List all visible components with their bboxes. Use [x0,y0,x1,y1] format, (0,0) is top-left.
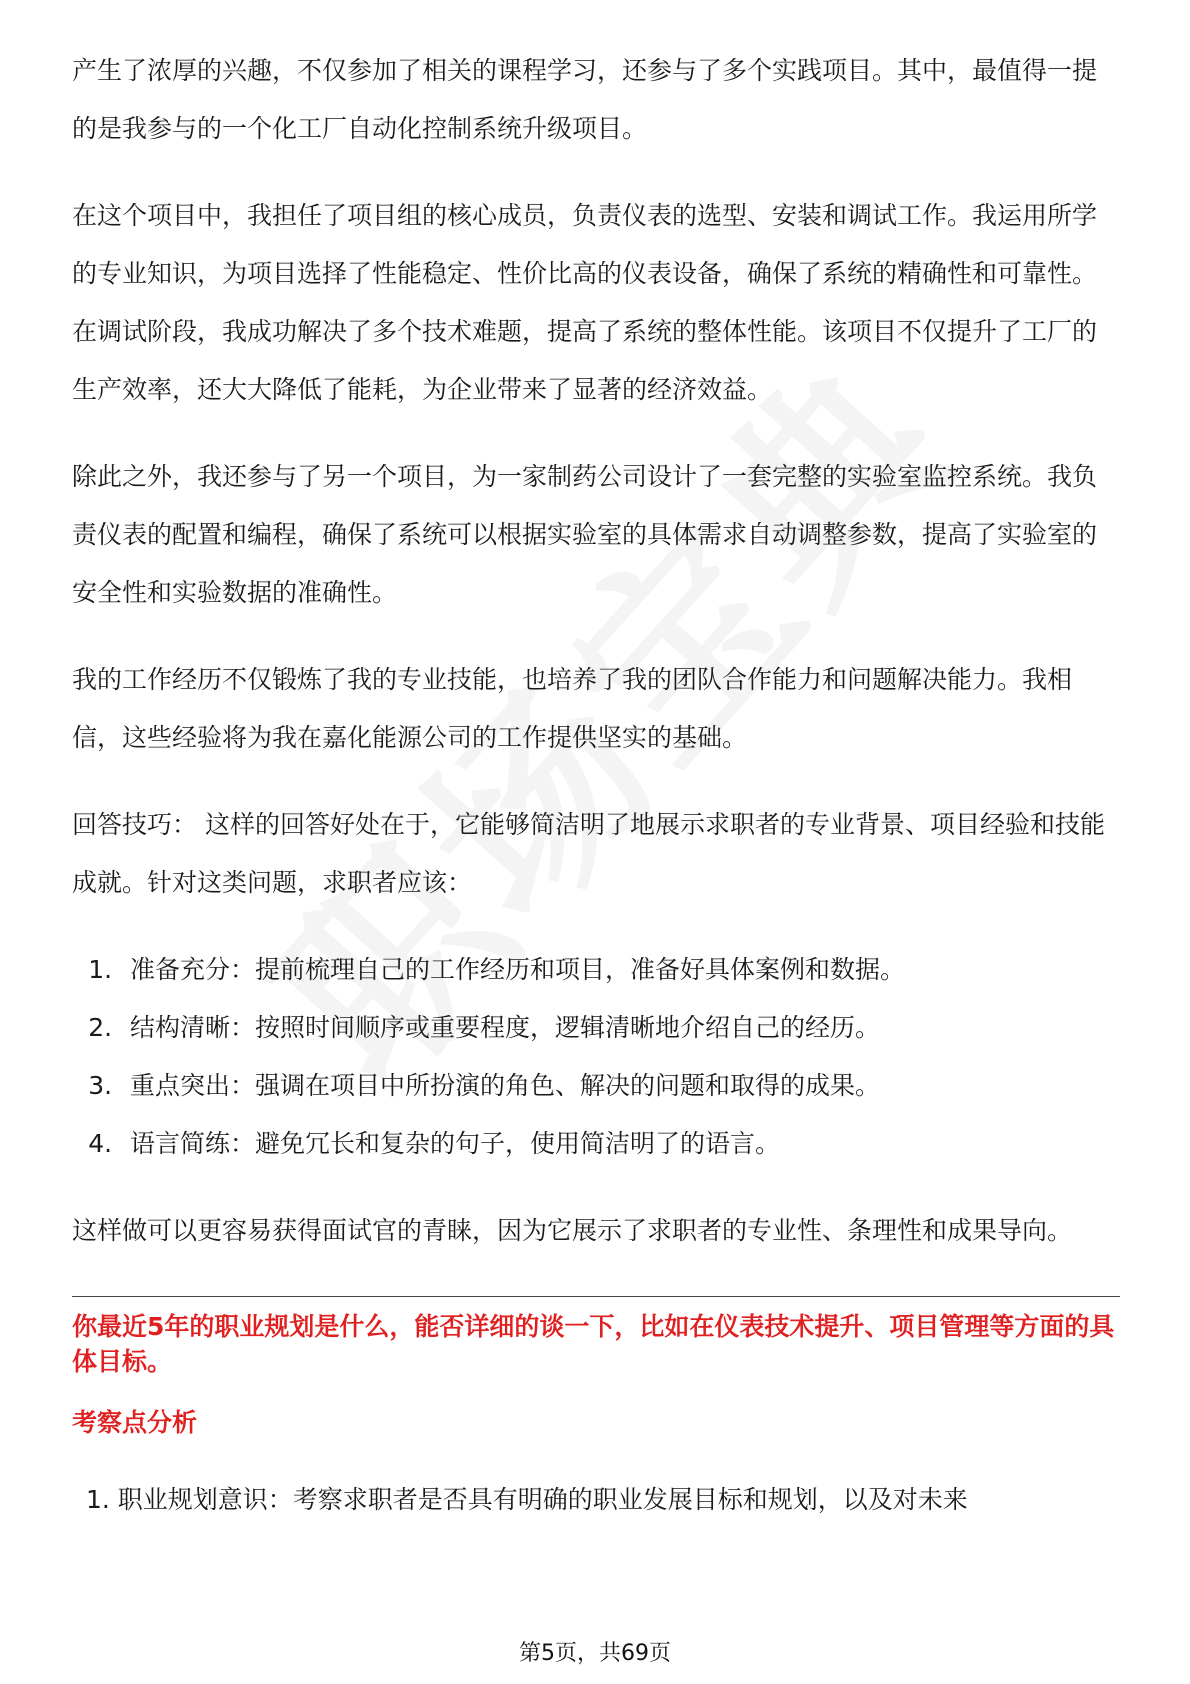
closing-paragraph: 这样做可以更容易获得面试官的青睐，因为它展示了求职者的专业性、条理性和成果导向。 [72,1216,1073,1245]
body-paragraph: 除此之外，我还参与了另一个项目，为一家制药公司设计了一套完整的实验室监控系统。我负责仪表的配置和编程，确保了系统可以根据实验室的具体需求自动调整参数，提高了实验室的安全性和实验数据的准确性。 [72,462,1098,607]
list-item: 1. 准备充分：提前梳理自己的工作经历和项目，准备好具体案例和数据。 [120,941,1120,999]
body-paragraph: 产生了浓厚的兴趣，不仅参加了相关的课程学习，还参与了多个实践项目。其中，最值得一提的是我参与的一个化工厂自动化控制系统升级项目。 [72,56,1098,143]
page-number: 第5页，共69页 [0,1640,1190,1668]
body-paragraph: 在这个项目中，我担任了项目组的核心成员，负责仪表的选型、安装和调试工作。我运用所学的专业知识，为项目选择了性能稳定、性价比高的仪表设备，确保了系统的精确性和可靠性。在调试阶段，我成功解决了多个技术难题，提高了系统的整体性能。该项目不仅提升了工厂的生产效率，还大大降低了能耗，为企业带来了显著的经济效益。 [72,201,1098,404]
section-heading: 考察点分析 [72,1408,198,1437]
list-item: 2. 结构清晰：按照时间顺序或重要程度，逻辑清晰地介绍自己的经历。 [120,999,1120,1057]
list-item: 3. 重点突出：强调在项目中所扮演的角色、解决的问题和取得的成果。 [120,1057,1120,1115]
answer-tips-intro: 回答技巧： 这样的回答好处在于，它能够简洁明了地展示求职者的专业背景、项目经验和技能成就。针对这类问题，求职者应该： [72,810,1105,897]
list-item: 4. 语言简练：避免冗长和复杂的句子，使用简洁明了的语言。 [120,1115,1120,1173]
page-content [72,42,1120,1520]
section-divider [72,1296,1120,1297]
list-item: 1. 职业规划意识：考察求职者是否具有明确的职业发展目标和规划，以及对未来 [86,1485,968,1514]
body-paragraph: 我的工作经历不仅锻炼了我的专业技能，也培养了我的团队合作能力和问题解决能力。我相信，这些经验将为我在嘉化能源公司的工作提供坚实的基础。 [72,665,1073,752]
tips-list [72,941,1120,1173]
interview-question: 你最近5年的职业规划是什么，能否详细的谈一下，比如在仪表技术提升、项目管理等方面的具体目标。 [72,1312,1115,1376]
